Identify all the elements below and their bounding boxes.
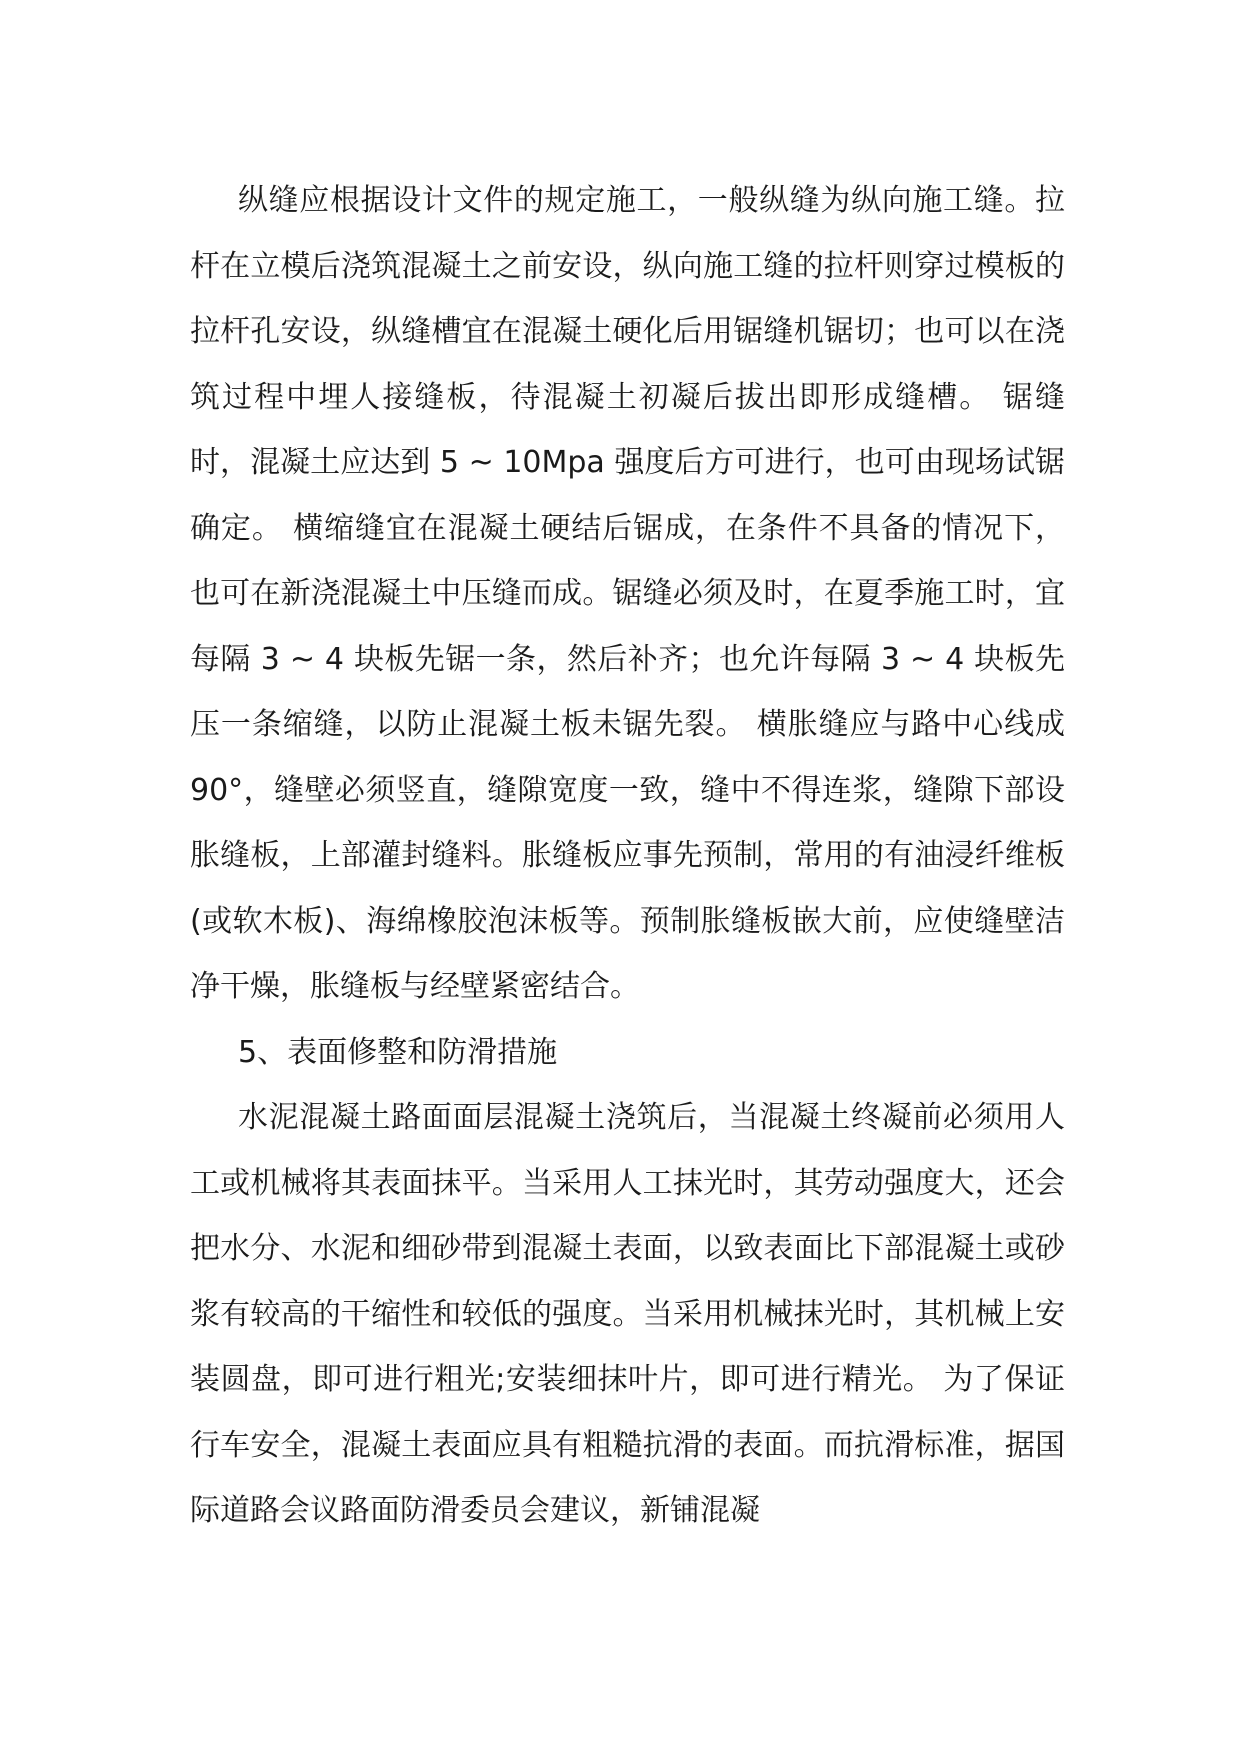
- paragraph-surface-finishing: 水泥混凝土路面面层混凝土浇筑后，当混凝土终凝前必须用人工或机械将其表面抹平。当采用人工抹光时，其劳动强度大，还会把水分、水泥和细砂带到混凝土表面，以致表面比下部混凝土或砂浆有较高的干缩性和较低的强度。当采用机械抹光时，其机械上安装圆盘，即可进行粗光;安装细抹叶片，即可进行精光。 为了保证行车安全，混凝土表面应具有粗糙抗滑的表面。而抗滑标准，据国际道路会议路面防滑委员会建议，新铺混凝: [190, 1100, 1065, 1528]
- paragraph-joints: 纵缝应根据设计文件的规定施工，一般纵缝为纵向施工缝。拉杆在立模后浇筑混凝土之前安设，纵向施工缝的拉杆则穿过模板的拉杆孔安设，纵缝槽宜在混凝土硬化后用锯缝机锯切；也可以在浇筑过程中埋人接缝板，待混凝土初凝后拔出即形成缝槽。 锯缝时，混凝土应达到 5 ~ 10Mpa 强度后方可进行，也可由现场试锯确定。 横缩缝宜在混凝土硬结后锯成，在条件不具备的情况下，也可在新浇混凝土中压缝而成。锯缝必须及时，在夏季施工时，宜每隔 3 ~ 4 块板先锯一条，然后补齐；也允许每隔 3 ~ 4 块板先压一条缩缝，以防止混凝土板未锯先裂。 横胀缝应与路中心线成 90°，缝壁必须竖直，缝隙宽度一致，缝中不得连浆，缝隙下部设胀缝板，上部灌封缝料。胀缝板应事先预制，常用的有油浸纤维板(或软木板)、海绵橡胶泡沫板等。预制胀缝板嵌大前，应使缝壁洁净干燥，胀缝板与经壁紧密结合。: [190, 183, 1065, 1004]
- document-body: [190, 168, 1065, 1544]
- section-heading: 5、表面修整和防滑措施: [238, 1034, 558, 1070]
